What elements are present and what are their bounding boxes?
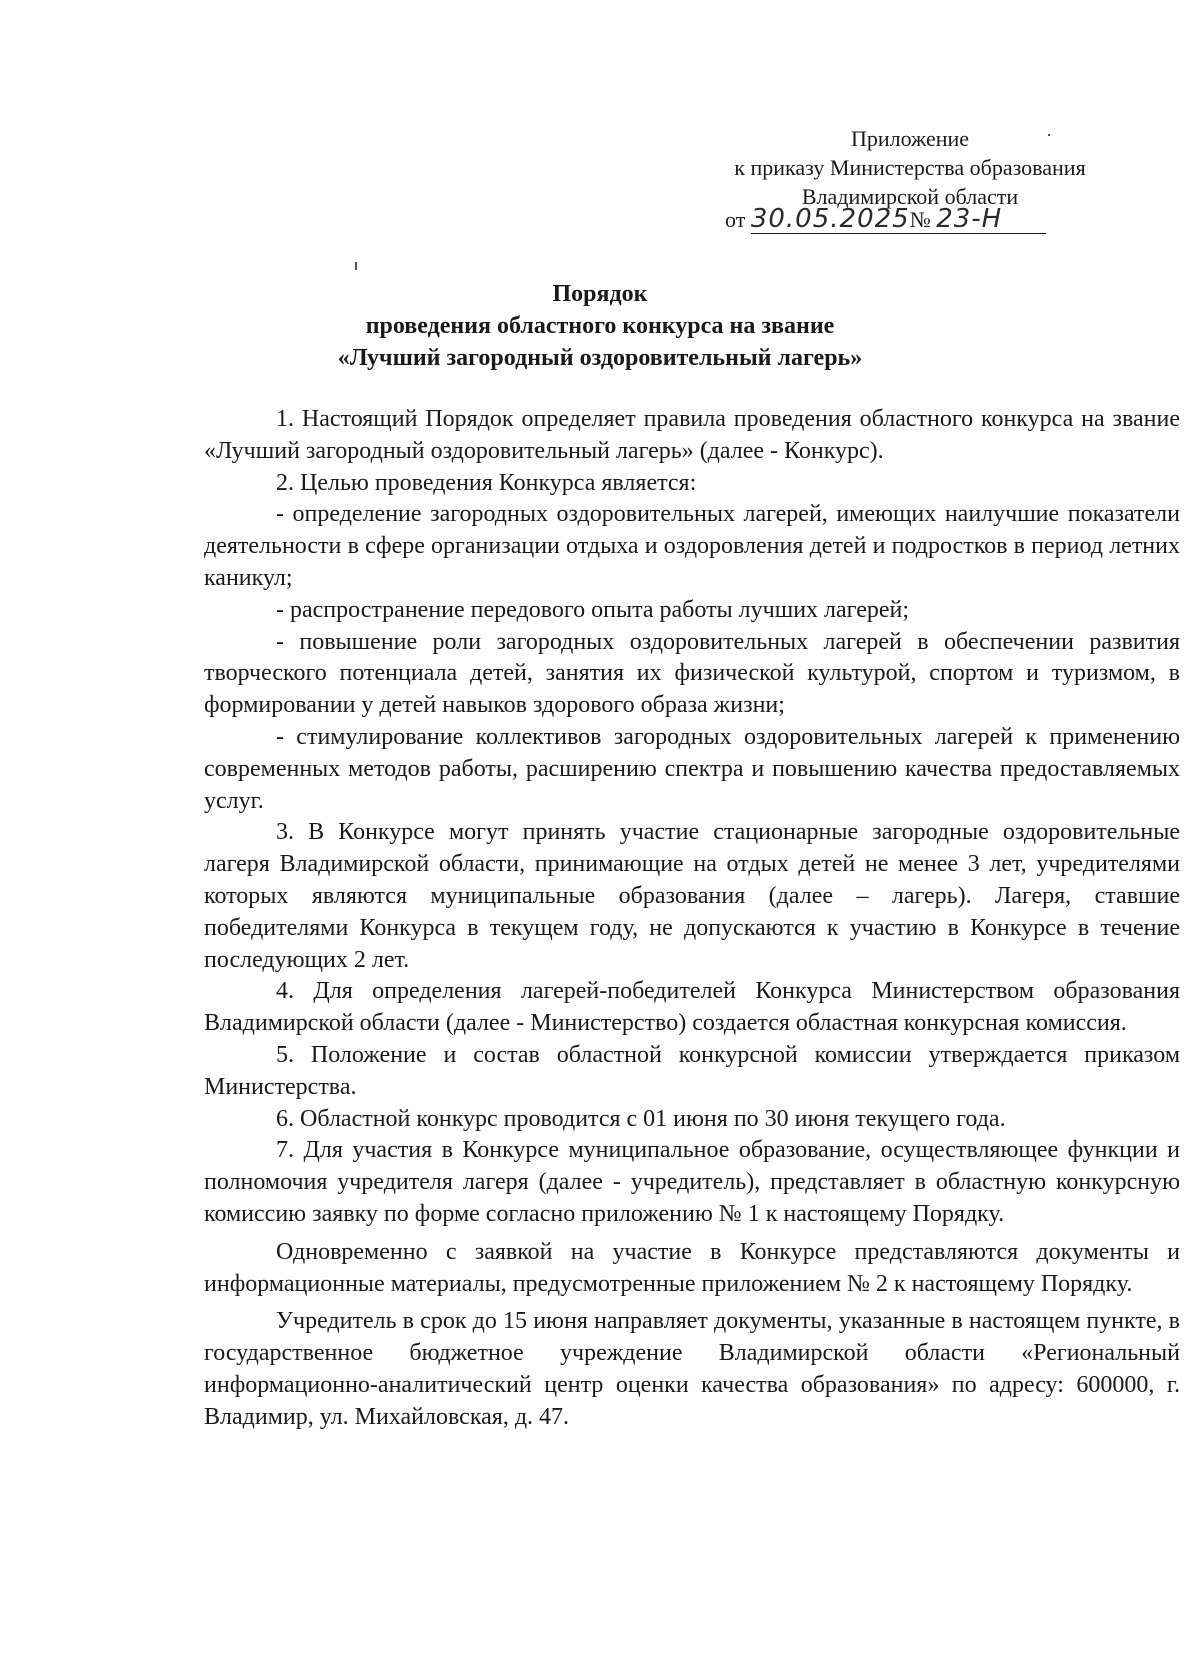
paragraph: 3. В Конкурсе могут принять участие стационарные загородные оздоровительные лагеря Владимирской области, принимающие на отдых детей не менее 3 лет, учредителями которых являются муниципальные образования (далее – лагерь). Лагеря, ставшие победителями Конкурса в текущем году, не допускаются к участию в Конкурсе в течение последующих 2 лет.	[204, 819, 1180, 973]
paragraph: 1. Настоящий Порядок определяет правила проведения областного конкурса на звание «Лучший загородный оздоровительный лагерь» (далее - Конкурс).	[204, 406, 1180, 464]
paragraph: Одновременно с заявкой на участие в Конкурсе представляются документы и информационные материалы, предусмотренные приложением № 2 к настоящему Порядку.	[204, 1238, 1180, 1297]
paragraph: - распространение передового опыта работы лучших лагерей;	[276, 596, 910, 623]
number-sign: №	[909, 207, 931, 232]
paragraph: - стимулирование коллективов загородных оздоровительных лагерей к применению современных методов работы, расширению спектра и повышению качества предоставляемых услуг.	[204, 723, 1180, 814]
paragraph: - повышение роли загородных оздоровительных лагерей в обеспечении развития творческого потенциала детей, занятия их физической культурой, спортом и туризмом, в формировании у детей навыков здорового образа жизни;	[204, 628, 1180, 719]
paragraph: 4. Для определения лагерей-победителей Конкурса Министерством образования Владимирской области (далее - Министерство) создается областная конкурсная комиссия.	[204, 978, 1180, 1037]
approval-line-1: Приложение	[850, 126, 970, 151]
approval-line-2: к приказу Министерства образования	[734, 155, 1086, 180]
scan-speck	[355, 262, 357, 270]
document-body	[204, 404, 1180, 1434]
title-line-1: Порядок	[552, 281, 648, 307]
approval-date-line	[725, 205, 1125, 235]
paragraph: 5. Положение и состав областной конкурсной комиссии утверждается приказом Министерства.	[204, 1041, 1180, 1100]
paragraph: - определение загородных оздоровительных лагерей, имеющих наилучшие показатели деятельности в сфере организации отдыха и оздоровления детей и подростков в период летних каникул;	[204, 501, 1180, 591]
paragraph: 2. Целью проведения Конкурса является:	[276, 469, 697, 496]
scan-speck	[1048, 134, 1050, 136]
handwritten-date-field	[751, 206, 1046, 234]
approval-stamp-block	[700, 124, 1120, 211]
date-prefix: от	[725, 207, 746, 232]
paragraph: 6. Областной конкурс проводится с 01 июня по 30 июня текущего года.	[276, 1105, 1006, 1132]
document-title	[300, 278, 900, 374]
title-line-3: «Лучший загородный оздоровительный лагерь»	[337, 345, 863, 371]
handwritten-date: 30.05.2025	[750, 204, 910, 234]
paragraph: Учредитель в срок до 15 июня направляет документы, указанные в настоящем пункте, в государственное бюджетное учреждение Владимирской области «Региональный информационно-аналитический центр оценки качества образования» по адресу: 600000, г. Владимир, ул. Михайловская, д. 47.	[204, 1308, 1180, 1430]
handwritten-number: 23-Н	[936, 204, 1003, 234]
paragraph: 7. Для участия в Конкурсе муниципальное образование, осуществляющее функции и полномочия учредителя лагеря (далее - учредитель), представляет в областную конкурсную комиссию заявку по форме согласно приложению № 1 к настоящему Порядку.	[204, 1137, 1180, 1227]
title-line-2: проведения областного конкурса на звание	[365, 313, 835, 339]
approval-line-3: Владимирской области	[801, 184, 1019, 209]
